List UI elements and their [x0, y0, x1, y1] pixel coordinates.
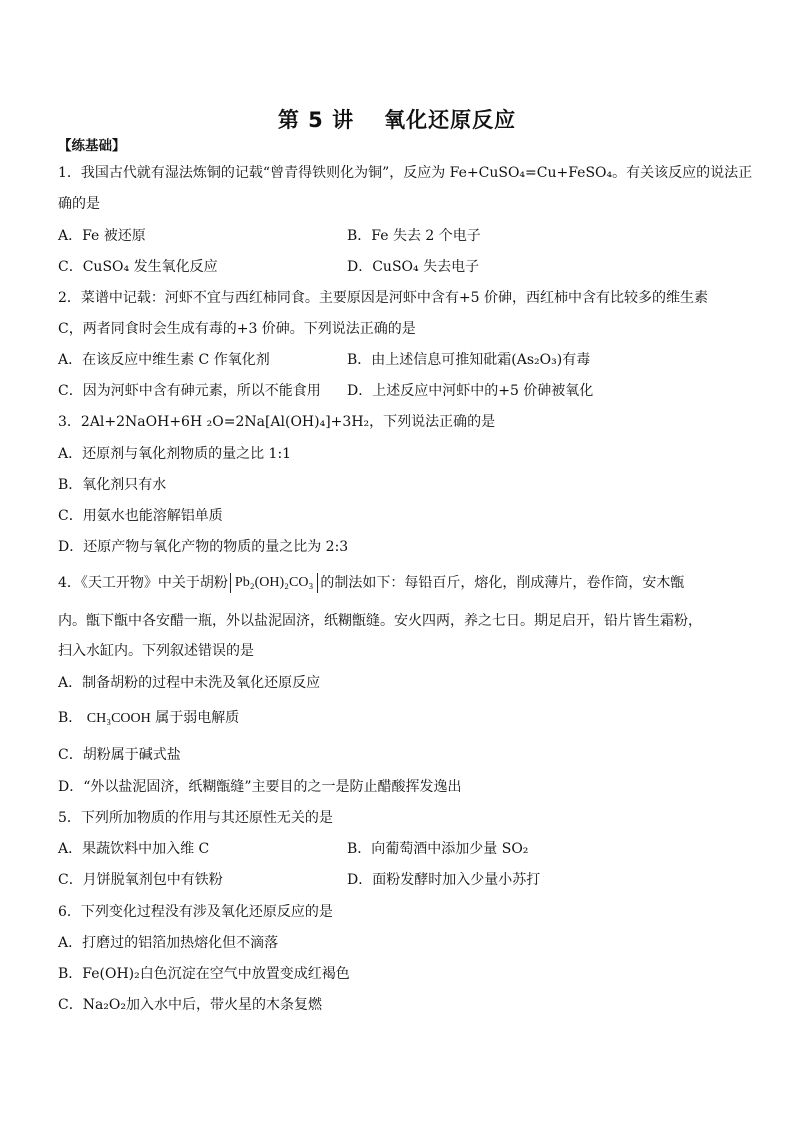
q4-option-b-text: 属于弱电解质: [155, 710, 240, 726]
section-label: 【练基础】: [58, 138, 126, 154]
q1-option-d: D．CuSO₄ 失去电子: [347, 259, 480, 275]
q6-option-b: B．Fe(OH)₂白色沉淀在空气中放置变成红褐色: [58, 966, 350, 982]
q2-option-d: D．上述反应中河虾中的+5 价砷被氧化: [347, 383, 594, 399]
q1-option-c: C．CuSO₄ 发生氧化反应: [58, 259, 218, 275]
q2-option-a: A．在该反应中维生素 C 作氧化剂: [58, 352, 270, 368]
q1-stem-line1: 1．我国古代就有湿法炼铜的记载“曾青得铁则化为铜”，反应为 Fe+CuSO₄=Cu+FeSO₄。有关该反应的说法正: [58, 165, 753, 181]
q1-stem-line2: 确的是: [58, 196, 100, 212]
q4-stem-suffix: 的制法如下：每铅百斤，熔化，削成薄片，卷作筒，安木甑: [320, 575, 685, 591]
q2-option-b: B．由上述信息可推知砒霜(As₂O₃)有毒: [347, 352, 591, 368]
q4-stem-line1: [58, 573, 684, 593]
page-title: [0, 104, 794, 134]
q2-option-c: C．因为河虾中含有砷元素，所以不能食用: [58, 383, 321, 399]
q4-formula: Pb₂(OH)₂CO₃: [234, 575, 314, 590]
q3-option-a: A．还原剂与氧化剂物质的量之比 1:1: [58, 446, 292, 462]
lecture-number: 第 5 讲: [277, 108, 355, 132]
q3-option-d: D．还原产物与氧化产物的物质的量之比为 2:3: [58, 539, 349, 555]
q5-option-c: C．月饼脱氧剂包中有铁粉: [58, 872, 223, 888]
q4-option-b-formula: CH₃COOH: [86, 711, 151, 726]
q6-stem: 6．下列变化过程没有涉及氧化还原反应的是: [58, 904, 333, 920]
q3-stem: 3．2Al+2NaOH+6H ₂O=2Na[Al(OH)₄]+3H₂，下列说法正确的是: [58, 414, 496, 430]
q1-option-b: B．Fe 失去 2 个电子: [347, 228, 481, 244]
q5-option-a: A．果蔬饮料中加入维 C: [58, 841, 210, 857]
q4-option-b: [58, 709, 239, 728]
q2-stem-line2: C，两者同食时会生成有毒的+3 价砷。下列说法正确的是: [58, 321, 416, 337]
q1-option-a: A．Fe 被还原: [58, 228, 146, 244]
q4-stem-prefix: 4．《天工开物》中关于胡粉: [58, 575, 228, 591]
lecture-topic: 氧化还原反应: [384, 108, 517, 132]
q6-option-c: C．Na₂O₂加入水中后，带火星的木条复燃: [58, 997, 323, 1013]
q3-option-b: B．氧化剂只有水: [58, 477, 167, 493]
q2-stem-line1: 2．菜谱中记载：河虾不宜与西红柿同食。主要原因是河虾中含有+5 价砷，西红柿中含有比较多的维生素: [58, 290, 708, 306]
q4-option-b-letter: B．: [58, 710, 83, 726]
q4-stem-line2: 内。甑下甑中各安醋一瓶，外以盐泥固济，纸糊甑缝。安火四两，养之七日。期足启开，铅片皆生霜粉，: [58, 613, 702, 629]
q4-option-a: A．制备胡粉的过程中未洗及氧化还原反应: [58, 675, 321, 691]
q6-option-a: A．打磨过的铝箔加热熔化但不滴落: [58, 935, 279, 951]
q5-option-d: D．面粉发酵时加入少量小苏打: [347, 872, 541, 888]
q4-option-c: C．胡粉属于碱式盐: [58, 747, 181, 763]
q4-formula-bracket: [230, 573, 318, 593]
q4-option-d: D．“外以盐泥固济，纸糊甑缝”主要目的之一是防止醋酸挥发逸出: [58, 779, 462, 795]
q4-stem-line3: 扫入水缸内。下列叙述错误的是: [58, 643, 254, 659]
q5-stem: 5．下列所加物质的作用与其还原性无关的是: [58, 810, 333, 826]
q3-option-c: C．用氨水也能溶解铝单质: [58, 508, 223, 524]
q5-option-b: B．向葡萄酒中添加少量 SO₂: [347, 841, 529, 857]
